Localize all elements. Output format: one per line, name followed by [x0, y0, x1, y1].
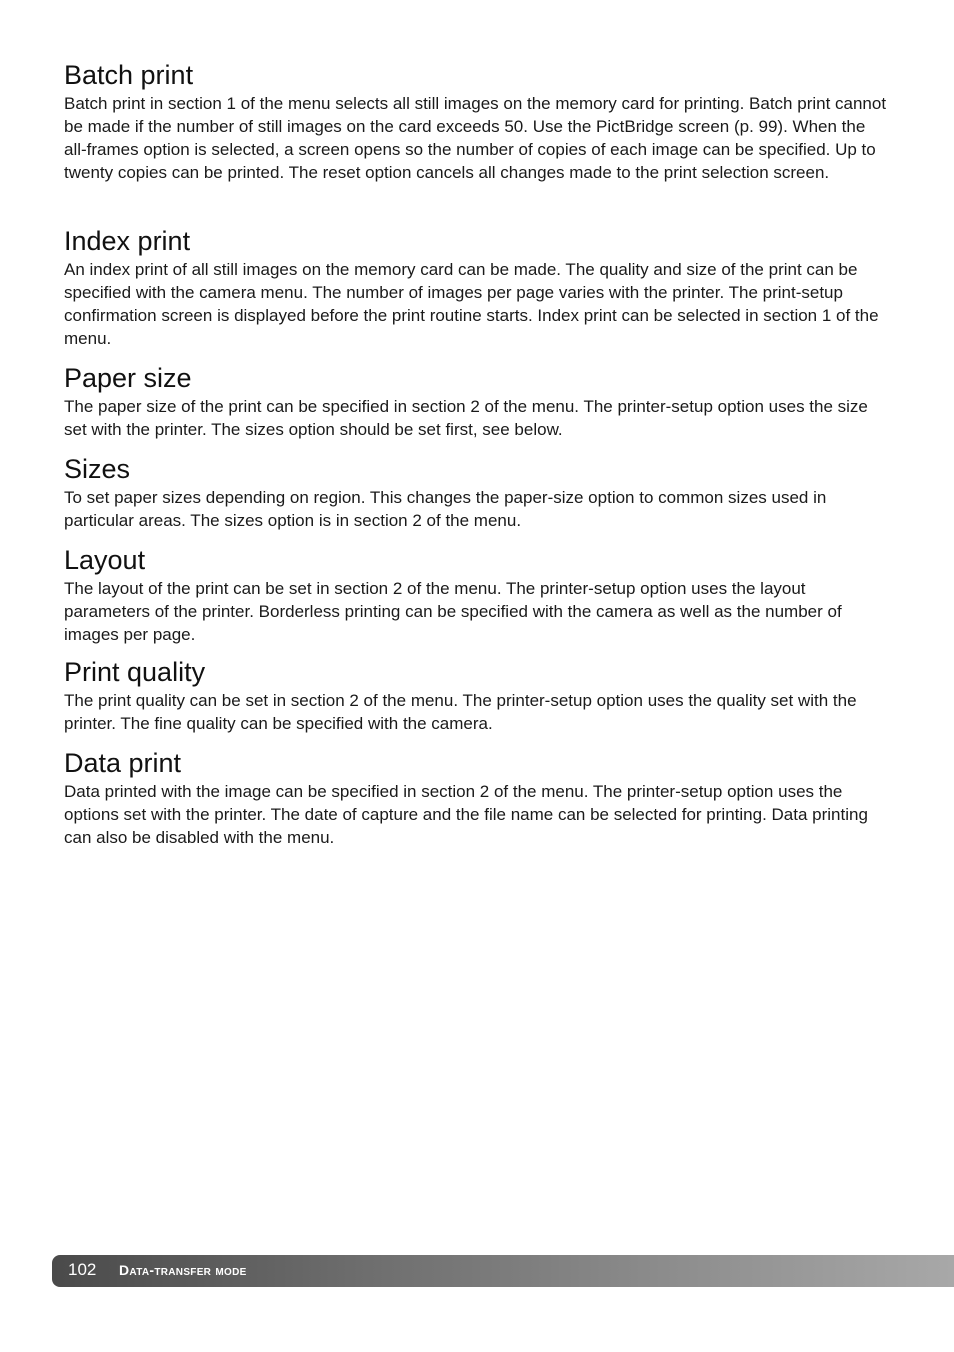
section-heading: Paper size [64, 363, 192, 393]
section-index-print [64, 224, 890, 350]
section-heading: Sizes [64, 454, 131, 484]
section-body: The print quality can be set in section 2 of the menu. The printer-setup option uses the quality set with the printer. The fine quality can be specified with the camera. [64, 691, 857, 733]
page-content [64, 58, 890, 849]
section-body: To set paper sizes depending on region. This changes the paper-size option to common sizes used in particular areas. The sizes option is in section 2 of the menu. [64, 488, 827, 530]
section-heading: Print quality [64, 657, 206, 687]
footer-section-title: Data-transfer mode [119, 1262, 247, 1278]
section-paper-size [64, 361, 890, 441]
section-batch-print [64, 58, 890, 184]
section-heading: Batch print [64, 60, 194, 90]
section-layout [64, 543, 890, 646]
section-sizes [64, 452, 890, 532]
page-number: 102 [68, 1260, 97, 1279]
section-body: Batch print in section 1 of the menu selects all still images on the memory card for printing. Batch print cannot be made if the number of still images on the card exceeds 50. Use the PictBridge screen (p. 99). When the all-frames option is selected, a screen opens so the number of copies of each image can be specified. Up to twenty copies can be printed. The reset option cancels all changes made to the print selection screen. [64, 94, 887, 182]
section-body: The layout of the print can be set in section 2 of the menu. The printer-setup option uses the layout parameters of the printer. Borderless printing can be specified with the camera as well as the number of images per page. [64, 579, 842, 644]
section-heading: Index print [64, 226, 191, 256]
section-heading: Data print [64, 748, 182, 778]
footer-bar [52, 1255, 954, 1287]
section-body: An index print of all still images on the memory card can be made. The quality and size of the print can be specified with the camera menu. The number of images per page varies with the printer. The print-setup confirmation screen is displayed before the print routine starts. Index print can be selected in section 1 of the menu. [64, 260, 879, 348]
section-body: The paper size of the print can be specified in section 2 of the menu. The printer-setup option uses the size set with the printer. The sizes option should be set first, see below. [64, 397, 868, 439]
section-body: Data printed with the image can be specified in section 2 of the menu. The printer-setup option uses the options set with the printer. The date of capture and the file name can be selected for printing. Data printing can also be disabled with the menu. [64, 782, 868, 847]
section-data-print [64, 746, 890, 849]
section-heading: Layout [64, 545, 146, 575]
section-print-quality [64, 655, 890, 735]
